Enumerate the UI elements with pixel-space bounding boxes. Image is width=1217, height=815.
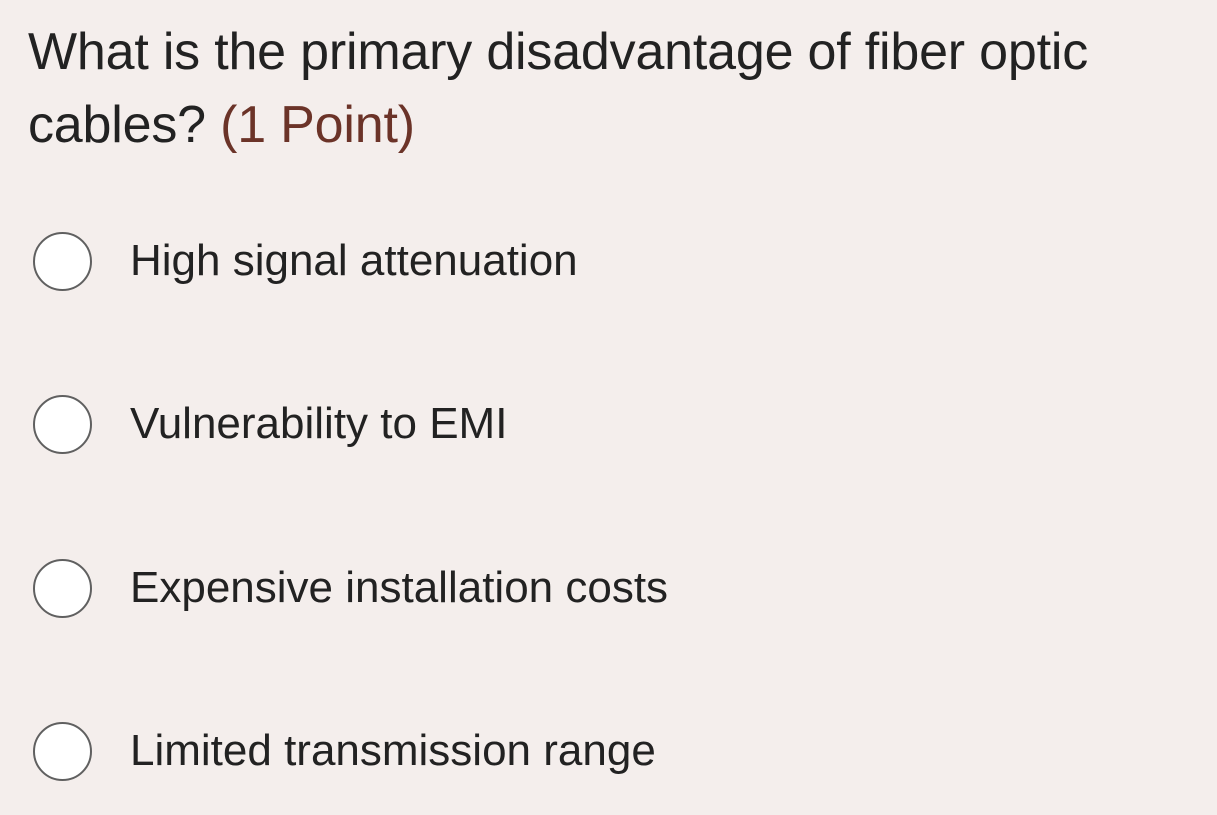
radio-button[interactable] xyxy=(33,232,92,291)
option-expensive-installation-costs[interactable] xyxy=(33,556,668,620)
radio-button[interactable] xyxy=(33,559,92,618)
option-vulnerability-to-emi[interactable] xyxy=(33,392,507,456)
option-limited-transmission-range[interactable] xyxy=(33,719,656,783)
question-points: (1 Point) xyxy=(220,96,415,154)
option-label: Limited transmission range xyxy=(130,726,656,775)
radio-button[interactable] xyxy=(33,722,92,781)
option-high-signal-attenuation[interactable] xyxy=(33,229,578,293)
option-label: Vulnerability to EMI xyxy=(130,399,508,448)
option-label: High signal attenuation xyxy=(130,236,578,285)
radio-button[interactable] xyxy=(33,395,92,454)
option-label: Expensive installation costs xyxy=(130,563,669,612)
question-title: What is the primary disadvantage of fiber optic cables? xyxy=(28,23,1089,154)
